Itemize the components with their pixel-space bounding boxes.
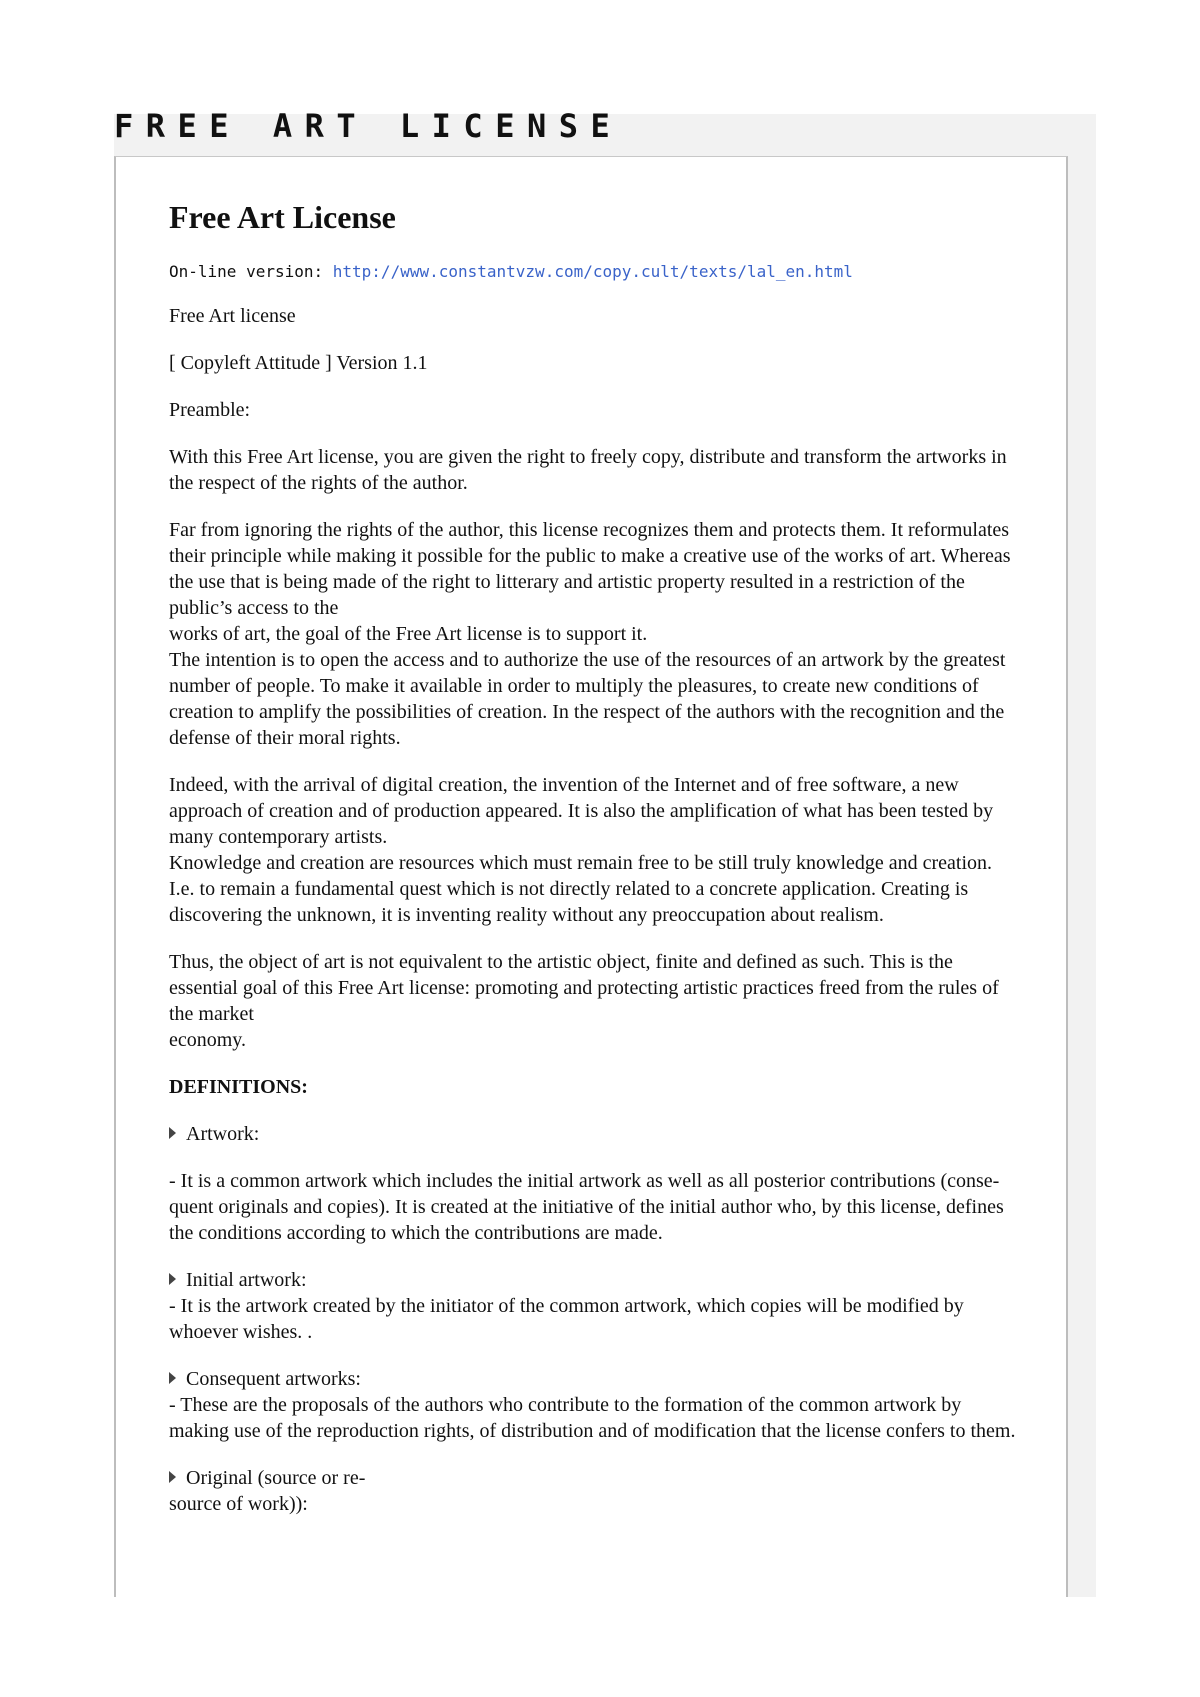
paragraph-6: Knowledge and creation are resources which must remain free to be still truly knowledge and creation. I.e. to remain a fundamental quest which is not directly related to a concrete application. Creating is discovering the unknown, it is inventing reality without any preoccupation about realism. — [169, 852, 993, 926]
definition-item — [169, 1267, 1019, 1345]
paragraph-5: Indeed, with the arrival of digital creation, the invention of the Internet and of free software, a new approach of creation and of production appeared. It is also the amplification of what has been tested by many contemporary artists. — [169, 774, 994, 848]
online-version-line — [169, 261, 1019, 283]
paragraph-2: Far from ignoring the rights of the author, this license recognizes them and protects them. It reformulates their principle while making it possible for the public to make a creative use of the works of art. Whereas the use that is being made of the right to litterary and artistic property resulted in a restriction of the public’s access to the — [169, 519, 1011, 619]
definition-item — [169, 1465, 1019, 1517]
definition-item — [169, 1121, 1019, 1246]
paragraph-3: works of art, the goal of the Free Art license is to support it. — [169, 623, 648, 645]
definition-item — [169, 1366, 1019, 1444]
definition-term — [169, 1465, 1019, 1491]
definition-term — [169, 1121, 1019, 1147]
license-version: [ Copyleft Attitude ] Version 1.1 — [169, 352, 428, 374]
paragraph-7: Thus, the object of art is not equivalent to the artistic object, finite and defined as such. This is the essential goal of this Free Art license: promoting and protecting artistic practices freed from the rules of the market — [169, 951, 999, 1025]
paragraph-1: With this Free Art license, you are given the right to freely copy, distribute and transform the artworks in the respect of the rights of the author. — [169, 446, 1007, 494]
definition-term-text: Artwork: — [186, 1123, 260, 1145]
license-subtitle: Free Art license — [169, 305, 296, 327]
definition-description: source of work)): — [169, 1493, 308, 1515]
page-heading: FREE ART LICENSE — [114, 107, 623, 145]
definition-term-text: Original (source or re- — [186, 1467, 366, 1489]
document-content — [169, 197, 1019, 1538]
online-version-link[interactable]: http://www.constantvzw.com/copy.cult/texts/lal_en.html — [332, 262, 853, 281]
paragraph-8: economy. — [169, 1029, 247, 1051]
bullet-triangle-icon — [169, 1471, 176, 1483]
preamble-label: Preamble: — [169, 399, 251, 421]
definitions-heading: DEFINITIONS: — [169, 1076, 308, 1098]
definition-description: - These are the proposals of the authors who contribute to the formation of the common artwork by making use of the reproduction rights, of distribution and of modification that the license confers to them. — [169, 1394, 1016, 1442]
paragraph-4: The intention is to open the access and to authorize the use of the resources of an artwork by the greatest number of people. To make it available in order to multiply the pleasures, to create new conditions of creation to amplify the possibilities of creation. In the respect of the authors with the recognition and the defense of their moral rights. — [169, 649, 1006, 749]
definition-description: - It is the artwork created by the initiator of the common artwork, which copies will be modified by whoever wishes. . — [169, 1295, 964, 1343]
definition-term-text: Consequent artworks: — [186, 1368, 361, 1390]
bullet-triangle-icon — [169, 1127, 176, 1139]
online-version-label: On-line version: — [169, 262, 333, 281]
bullet-triangle-icon — [169, 1372, 176, 1384]
definition-term — [169, 1267, 1019, 1293]
document-title: Free Art License — [169, 199, 396, 235]
definition-term-text: Initial artwork: — [186, 1269, 307, 1291]
definition-description: - It is a common artwork which includes the initial artwork as well as all posterior contributions (conse-quent originals and copies). It is created at the initiative of the initial author who, by this license, defines the conditions according to which the contributions are made. — [169, 1170, 1004, 1244]
definition-term — [169, 1366, 1019, 1392]
bullet-triangle-icon — [169, 1273, 176, 1285]
document-frame — [114, 156, 1068, 1597]
